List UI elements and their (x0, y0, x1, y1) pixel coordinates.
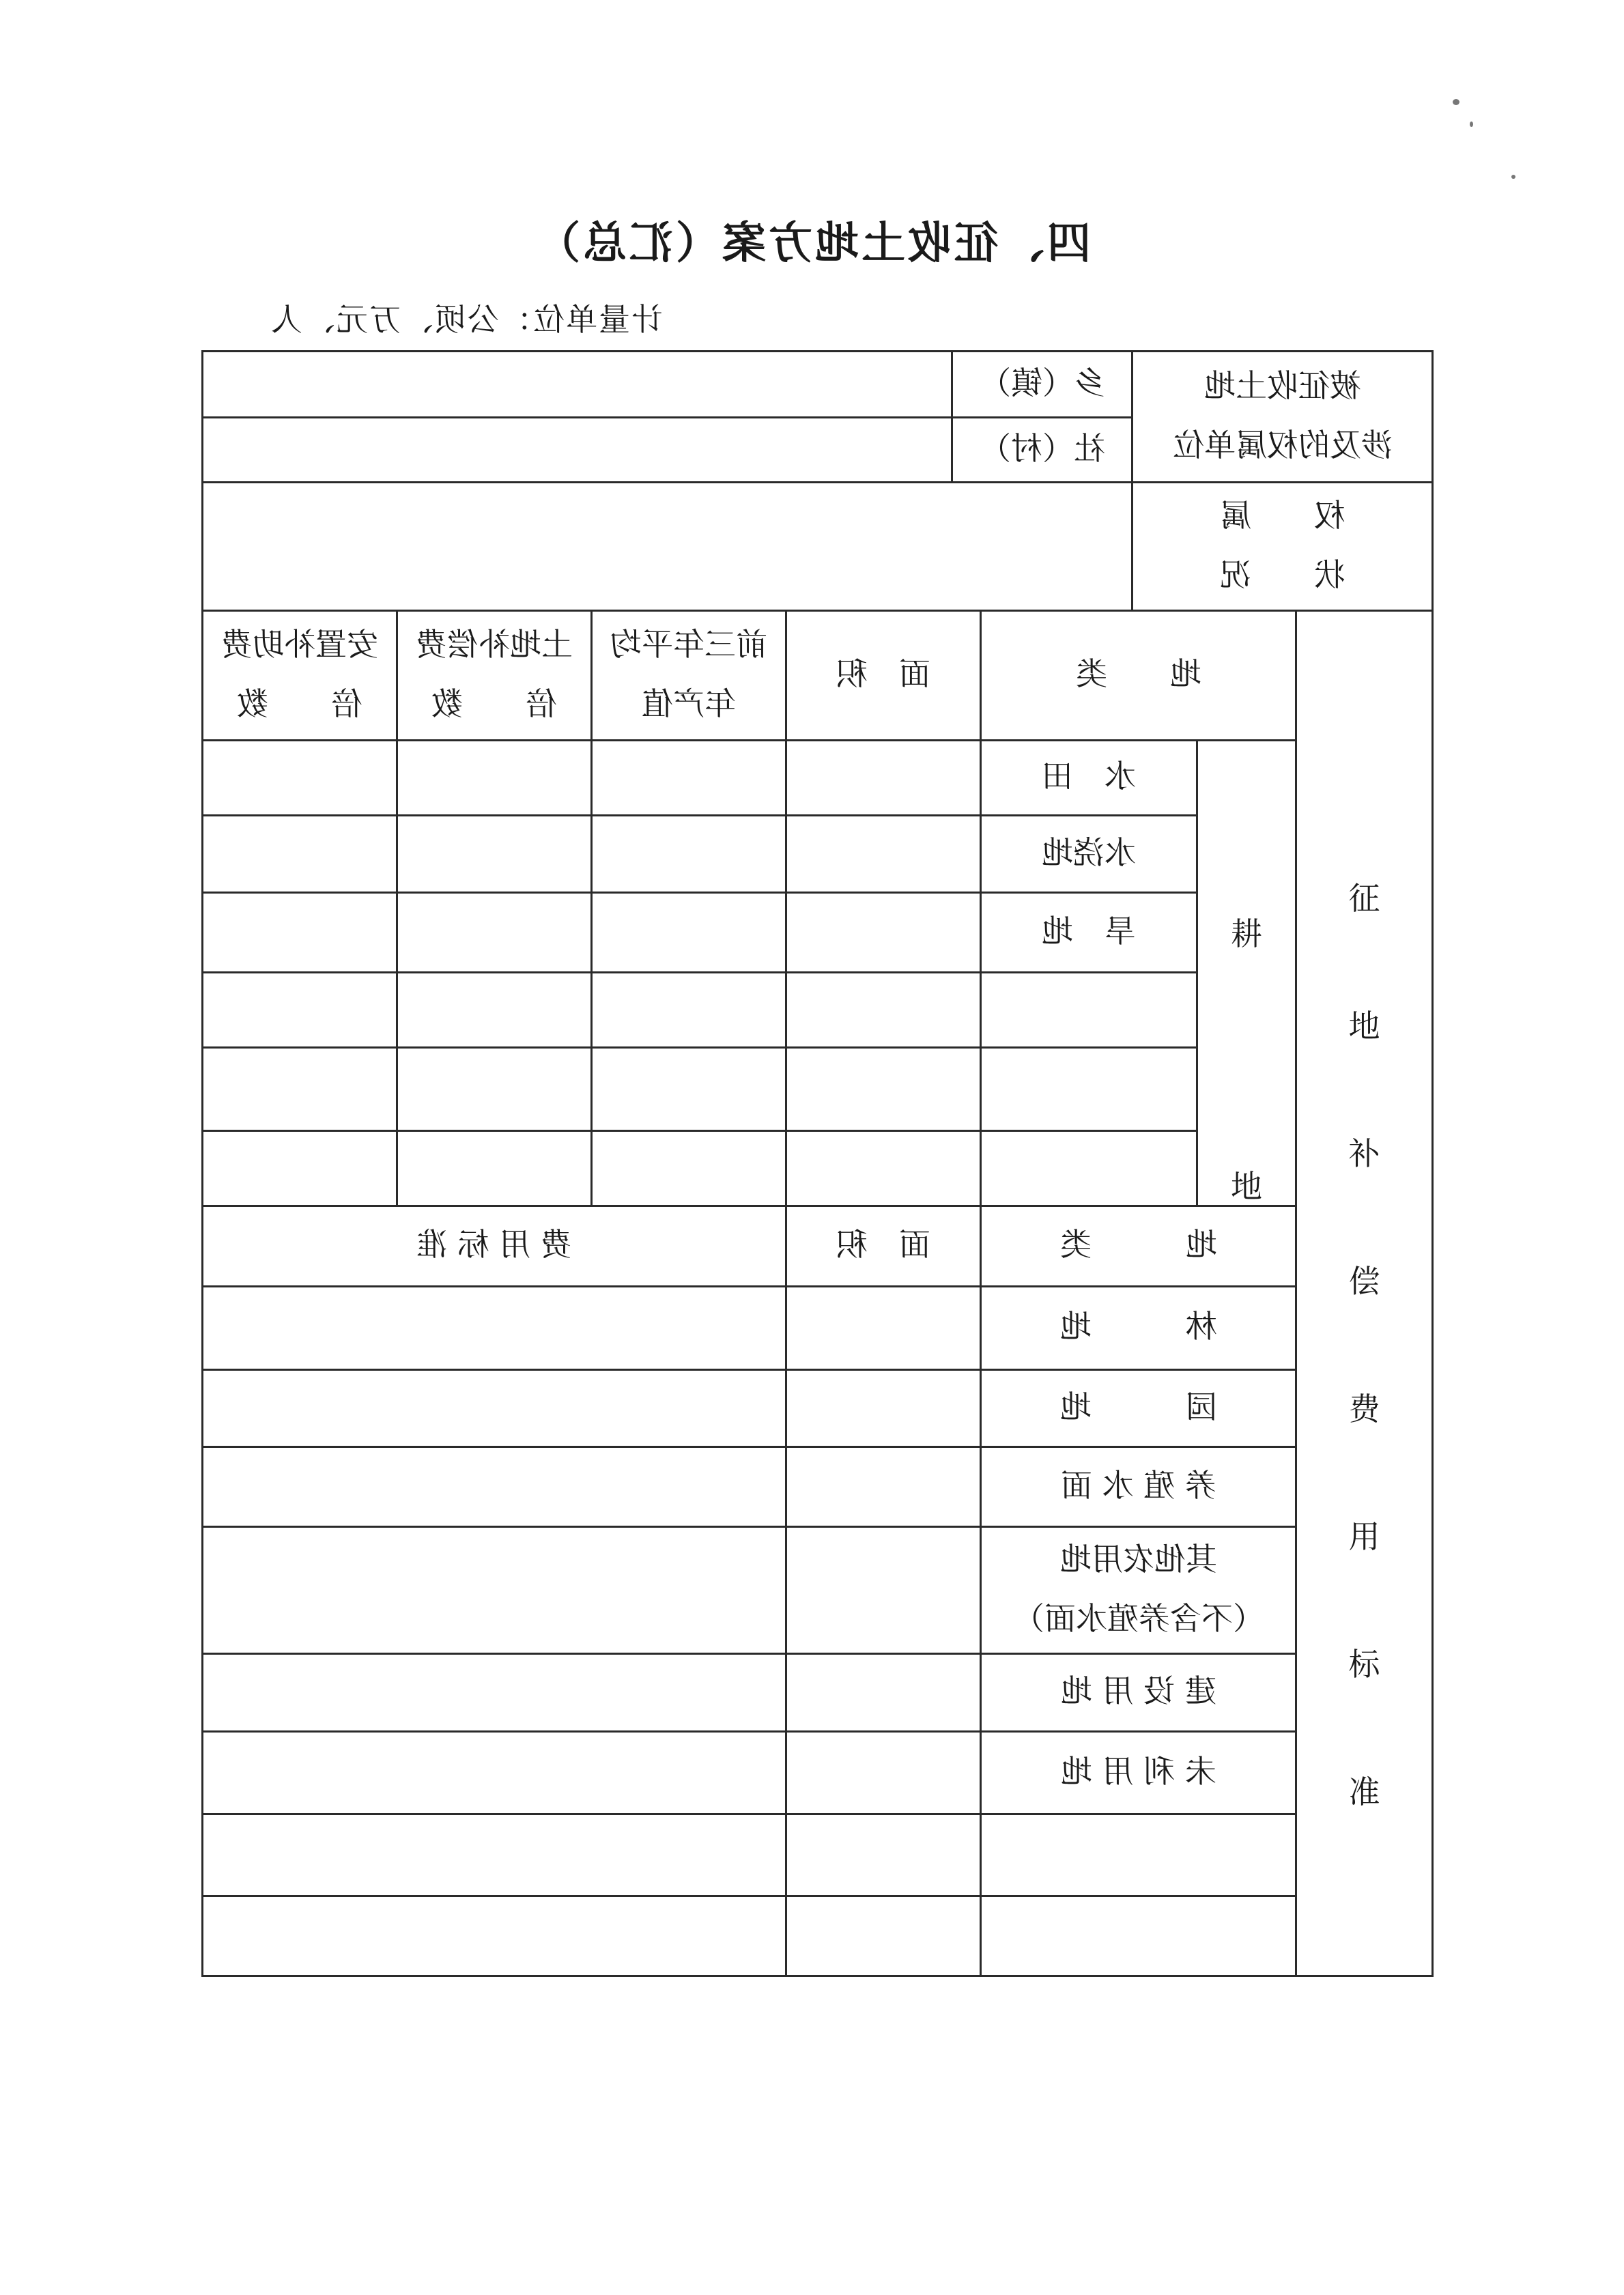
row-label-forest-land: 林 地 (1059, 1308, 1217, 1345)
cultivated-land-label: 耕 地 (1231, 915, 1262, 1205)
rule (201, 1895, 1297, 1897)
rule (201, 971, 1198, 973)
compensation-standard-label: 征 地 补 偿 费 用 标 准 (1348, 880, 1380, 1810)
scan-speck (1511, 175, 1515, 179)
scan-speck (1453, 99, 1459, 105)
row-label-paddy-field: 水 田 (1042, 758, 1136, 795)
header-land-compensation-multiple: 土地补偿费 倍 数 (416, 625, 573, 722)
table-border-bottom (201, 1975, 1434, 1977)
header-avg-annual-output: 前三年平均 年产值 (610, 625, 767, 722)
rule (201, 1130, 1198, 1132)
row-label-aquaculture-water: 养 殖 水 面 (1060, 1466, 1216, 1504)
header-resettlement-subsidy-multiple: 安置补助费 倍 数 (221, 625, 378, 722)
scan-speck (1470, 122, 1473, 127)
table-border-right (1431, 350, 1434, 1977)
row-label-garden-land: 园 地 (1059, 1388, 1217, 1425)
township-label: 乡（镇） (979, 364, 1105, 401)
header-other-area: 面 积 (836, 1226, 930, 1264)
units-note: 计量单位：公顷、万元、人 (270, 301, 663, 338)
header-other-land-type: 地 类 (1059, 1226, 1217, 1264)
row-label-construction-land: 建 设 用 地 (1060, 1672, 1216, 1710)
rule (201, 1046, 1198, 1049)
header-land-type: 地 类 (1075, 655, 1201, 693)
owner-label: 被征收土地 涉及的权属单位 (1172, 367, 1393, 464)
row-label-irrigated-land: 水浇地 (1042, 833, 1136, 871)
page-title: 四、征收土地方案（汇总） (533, 218, 1091, 269)
table-border-left (201, 350, 203, 1977)
row-label-other-agricultural-land: 其他农用地 （不含养殖水面） (1012, 1540, 1264, 1637)
rule (201, 1813, 1297, 1815)
row-label-unused-land: 未 利 用 地 (1060, 1752, 1216, 1790)
header-fee-standard: 费 用 标 准 (416, 1226, 572, 1264)
row-label-dry-land: 旱 地 (1042, 912, 1136, 950)
header-area: 面 积 (836, 655, 930, 693)
land-expropriation-table (201, 350, 1434, 1977)
ownership-status-label: 权 属 状 况 (1219, 496, 1345, 593)
village-label: 社（村） (979, 429, 1105, 467)
